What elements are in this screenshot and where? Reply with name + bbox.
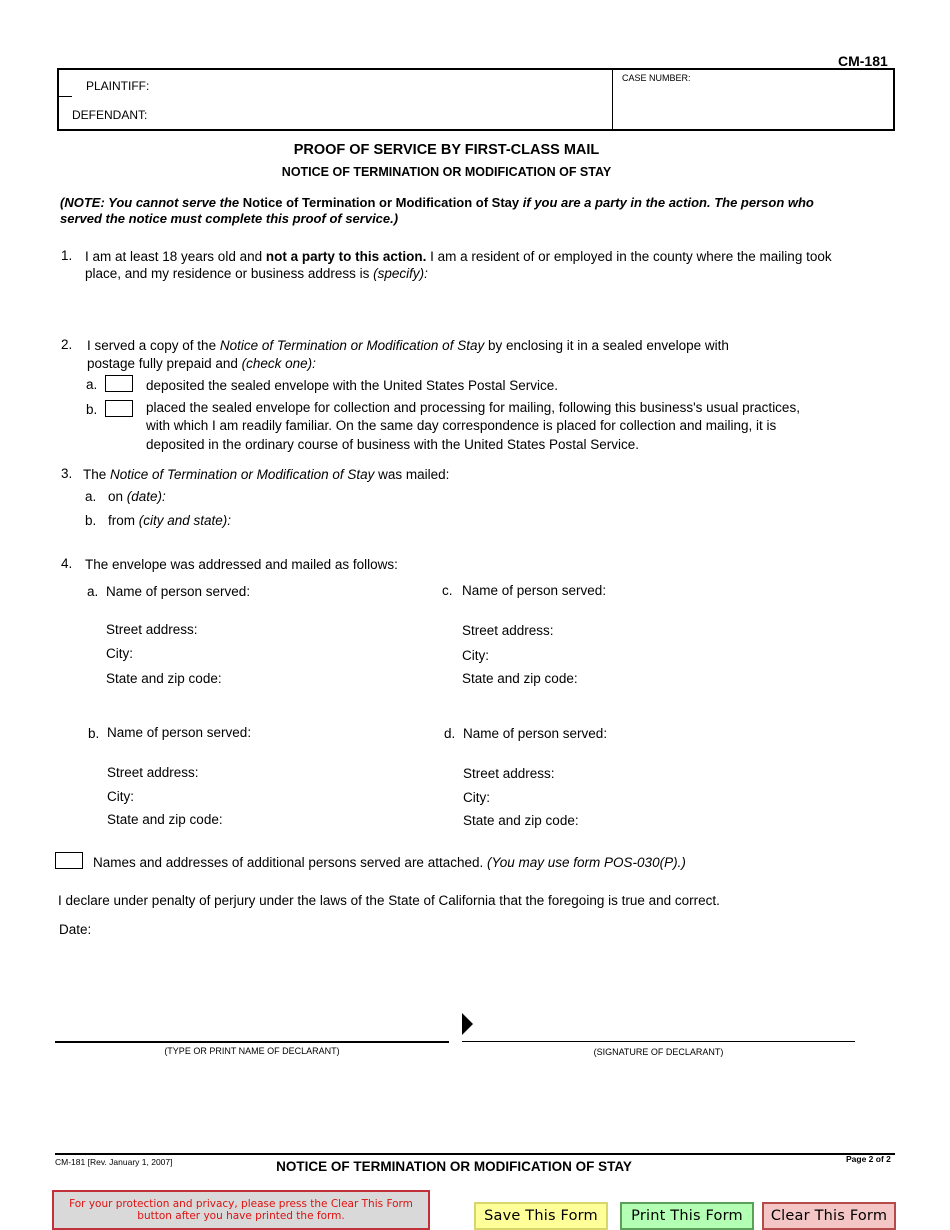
block-b-name: Name of person served: <box>107 725 252 740</box>
block-b-letter: b. <box>88 726 100 741</box>
item-3a-label: a. <box>85 489 97 504</box>
caption-box <box>57 68 895 131</box>
block-a-street: Street address: <box>106 622 198 637</box>
print-form-button[interactable]: Print This Form <box>620 1202 754 1230</box>
block-a-name: Name of person served: <box>106 584 251 599</box>
item-2b-label: b. <box>86 402 98 417</box>
signature-arrow-icon <box>462 1013 473 1035</box>
item-3-line-1: The Notice of Termination or Modification of Stay was mailed: <box>83 467 450 482</box>
block-d-state: State and zip code: <box>463 813 579 828</box>
signature-line <box>462 1041 855 1042</box>
item-1-number: 1. <box>61 248 73 263</box>
item-3-number: 3. <box>61 466 73 481</box>
item-4-text: The envelope was addressed and mailed as follows: <box>85 557 398 572</box>
privacy-notice-line-1: For your protection and privacy, please press the Clear This Form <box>69 1198 413 1210</box>
item-2-line-2: postage fully prepaid and (check one): <box>87 356 316 371</box>
clear-form-button[interactable]: Clear This Form <box>762 1202 896 1230</box>
block-b-street: Street address: <box>107 765 199 780</box>
plaintiff-label: PLAINTIFF: <box>86 79 150 93</box>
privacy-notice-line-2: button after you have printed the form. <box>137 1210 345 1222</box>
declaration-text: I declare under penalty of perjury under the laws of the State of California that the foregoing is true and correct. <box>58 893 720 908</box>
block-b-state: State and zip code: <box>107 812 223 827</box>
block-a-letter: a. <box>87 584 99 599</box>
item-2b-line-1: placed the sealed envelope for collection and processing for mailing, following this business's usual practices, <box>146 400 800 415</box>
page-number: Page 2 of 2 <box>846 1154 891 1164</box>
block-c-letter: c. <box>442 583 453 598</box>
footer-title: NOTICE OF TERMINATION OR MODIFICATION OF STAY <box>276 1159 632 1174</box>
note-line-2: served the notice must complete this proof of service.) <box>60 211 399 226</box>
item-2a-label: a. <box>86 377 98 392</box>
save-form-button[interactable]: Save This Form <box>474 1202 608 1230</box>
item-3a-text: on (date): <box>108 489 166 504</box>
item-2-number: 2. <box>61 337 73 352</box>
item-3b-text: from (city and state): <box>108 513 232 528</box>
privacy-notice <box>52 1190 430 1230</box>
block-a-city: City: <box>106 646 133 661</box>
item-2a-text: deposited the sealed envelope with the United States Postal Service. <box>146 378 559 393</box>
case-number-label: CASE NUMBER: <box>622 73 691 83</box>
item-4-number: 4. <box>61 556 73 571</box>
caption-divider <box>612 70 613 129</box>
attached-checkbox[interactable] <box>55 852 83 869</box>
date-label: Date: <box>59 922 92 937</box>
block-c-city: City: <box>462 648 489 663</box>
attached-text: Names and addresses of additional persons served are attached. (You may use form POS-030(P).) <box>93 855 686 870</box>
block-a-state: State and zip code: <box>106 671 222 686</box>
signature-caption: (SIGNATURE OF DECLARANT) <box>593 1047 724 1057</box>
item-2b-checkbox[interactable] <box>105 400 133 417</box>
block-c-street: Street address: <box>462 623 554 638</box>
form-id: CM-181 <box>838 53 888 69</box>
block-d-street: Street address: <box>463 766 555 781</box>
block-d-letter: d. <box>444 726 456 741</box>
block-c-state: State and zip code: <box>462 671 578 686</box>
form-subtitle: NOTICE OF TERMINATION OR MODIFICATION OF STAY <box>281 165 612 179</box>
footer-rule <box>55 1153 895 1155</box>
name-caption: (TYPE OR PRINT NAME OF DECLARANT) <box>164 1046 340 1056</box>
form-title: PROOF OF SERVICE BY FIRST-CLASS MAIL <box>293 142 600 158</box>
caption-tick <box>59 96 72 97</box>
item-2b-line-2: with which I am readily familiar. On the same day correspondence is placed for collection and mailing, it is <box>146 418 777 433</box>
item-3b-label: b. <box>85 513 97 528</box>
item-2a-checkbox[interactable] <box>105 375 133 392</box>
defendant-label: DEFENDANT: <box>72 108 148 122</box>
block-d-city: City: <box>463 790 490 805</box>
item-1-line-2: place, and my residence or business address is (specify): <box>85 266 428 281</box>
block-b-city: City: <box>107 789 134 804</box>
name-line <box>55 1041 449 1043</box>
footer-revision: CM-181 [Rev. January 1, 2007] <box>55 1157 173 1167</box>
item-2b-line-3: deposited in the ordinary course of business with the United States Postal Service. <box>146 437 640 452</box>
note-line-1: (NOTE: You cannot serve the Notice of Termination or Modification of Stay if you are a party in the action. The person who <box>60 195 814 210</box>
block-c-name: Name of person served: <box>462 583 607 598</box>
item-1-line-1: I am at least 18 years old and not a party to this action. I am a resident of or employed in the county where the mailing took <box>85 249 832 264</box>
block-d-name: Name of person served: <box>463 726 608 741</box>
item-2-line-1: I served a copy of the Notice of Termination or Modification of Stay by enclosing it in a sealed envelope with <box>87 338 729 353</box>
